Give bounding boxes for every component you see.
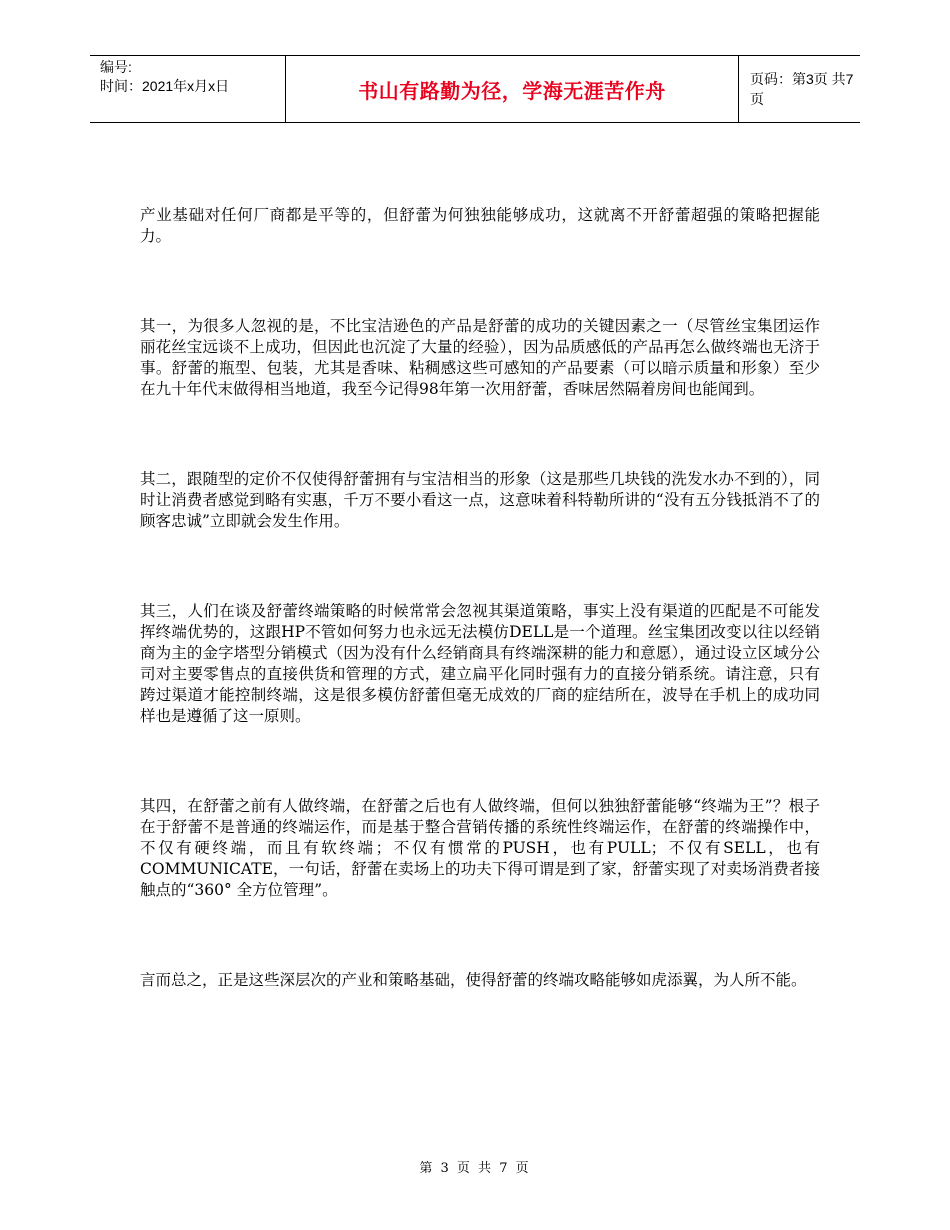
document-time-label: 时间：2021年x月x日 [100, 78, 230, 94]
header-meta [100, 58, 229, 96]
page-footer: 第 3 页 共 7 页 [419, 1161, 531, 1176]
paragraph-intro: 产业基础对任何厂商都是平等的，但舒蕾为何独独能够成功，这就离不开舒蕾超强的策略把握能力。 [140, 206, 820, 245]
header-motto: 书山有路勤为径，学海无涯苦作舟 [285, 56, 739, 122]
paragraph-conclusion: 言而总之，正是这些深层次的产业和策略基础，使得舒蕾的终端攻略能够如虎添翼，为人所不能。 [140, 971, 807, 989]
header-page-info: 页码：第3页 共7页 [750, 71, 854, 107]
page-header [90, 55, 860, 123]
paragraph-point-2: 其二，跟随型的定价不仅使得舒蕾拥有与宝洁相当的形象（这是那些几块钱的洗发水办不到的），同时让消费者感觉到略有实惠，千万不要小看这一点，这意味着科特勒所讲的“没有五分钱抵消不了的顾客忠诚”立即就会发生作用。 [140, 470, 820, 530]
document-number-label: 编号: [100, 59, 132, 75]
paragraph-point-3: 其三，人们在谈及舒蕾终端策略的时候常常会忽视其渠道策略，事实上没有渠道的匹配是不可能发挥终端优势的，这跟HP不管如何努力也永远无法模仿DELL是一个道理。丝宝集团改变以往以经销商为主的金字塔型分销模式（因为没有什么经销商具有终端深耕的能力和意愿），通过设立区域分公司对主要零售点的直接供货和管理的方式，建立扁平化同时强有力的直接分销系统。请注意，只有跨过渠道才能控制终端，这是很多模仿舒蕾但毫无成效的厂商的症结所在，波导在手机上的成功同样也是遵循了这一原则。 [140, 602, 820, 725]
paragraph-point-1: 其一，为很多人忽视的是，不比宝洁逊色的产品是舒蕾的成功的关键因素之一（尽管丝宝集团运作丽花丝宝远谈不上成功，但因此也沉淀了大量的经验），因为品质感低的产品再怎么做终端也无济于事。舒蕾的瓶型、包装，尤其是香味、粘稠感这些可感知的产品要素（可以暗示质量和形象）至少在九十年代末做得相当地道，我至今记得98年第一次用舒蕾，香味居然隔着房间也能闻到。 [140, 317, 820, 398]
document-body [140, 205, 820, 991]
paragraph-point-4: 其四，在舒蕾之前有人做终端，在舒蕾之后也有人做终端，但何以独独舒蕾能够“终端为王”？根子在于舒蕾不是普通的终端运作，而是基于整合营销传播的系统性终端运作，在舒蕾的终端操作中，不仅有硬终端，而且有软终端；不仅有惯常的PUSH，也有PULL；不仅有SELL，也有COMMUNICATE，一句话，舒蕾在卖场上的功夫下得可谓是到了家，舒蕾实现了对卖场消费者接触点的“360° 全方位管理”。 [140, 797, 820, 899]
